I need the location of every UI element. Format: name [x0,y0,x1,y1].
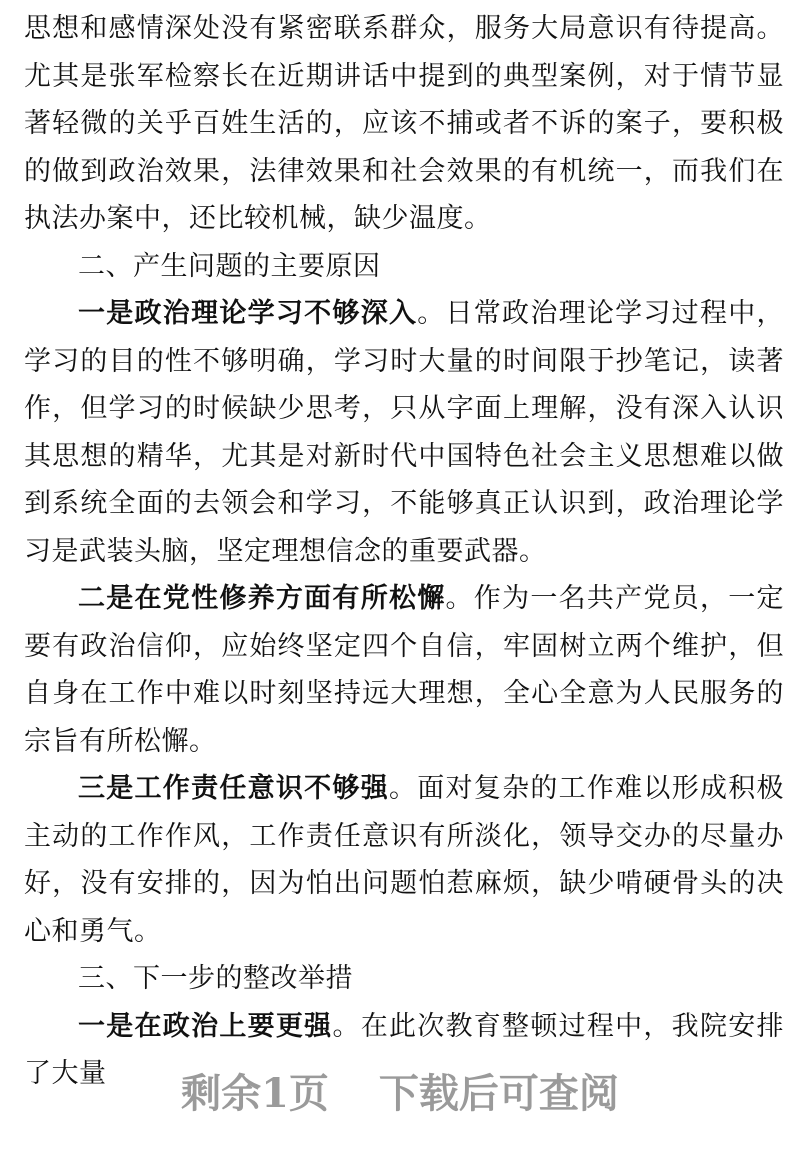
paragraph-lead: 二是在党性修养方面有所松懈 [78,583,446,614]
document-page [24,0,784,1098]
paragraph-lead: 一是政治理论学习不够深入 [78,298,418,329]
paragraph-text: 。日常政治理论学习过程中，学习的目的性不够明确，学习时大量的时间限于抄笔记，读著作，但学习的时候缺少思考，只从字面上理解，没有深入认识其思想的精华，尤其是对新时代中国特色社会主义思想难以做到系统全面的去领会和学习，不能够真正认识到，政治理论学习是武装头脑，坚定理想信念的重要武器。 [24,298,784,567]
paragraph-text: 。在此次教育整顿过程中，我院安排了大量 [24,1010,784,1089]
section-heading-measures [24,955,784,1003]
paragraph-text: 思想和感情深处没有紧密联系群众，服务大局意识有待提高。尤其是张军检察长在近期讲话中提到的典型案例，对于情节显著轻微的关乎百姓生活的，应该不捕或者不诉的案子，要积极的做到政治效果，法律效果和社会效果的有机统一，而我们在执法办案中，还比较机械，缺少温度。 [24,13,784,234]
remaining-pages-label: 剩余1页 [181,1070,329,1117]
paragraph-lead: 一是在政治上要更强 [78,1010,333,1042]
paragraph-continuation [24,5,784,243]
download-to-view-label: 下载后可查阅 [378,1070,619,1117]
heading-text: 二、产生问题的主要原因 [78,250,381,282]
paragraph-text: 。作为一名共产党员，一定要有政治信仰，应始终坚定四个自信，牢固树立两个维护，但自身在工作中难以时刻坚持远大理想，全心全意为人民服务的宗旨有所松懈。 [24,583,785,757]
paragraph-lead: 三是工作责任意识不够强 [78,773,389,804]
paragraph-cause-3 [24,765,784,955]
paragraph-cause-1 [24,290,784,575]
download-prompt-footer[interactable] [0,1062,800,1119]
heading-text: 三、下一步的整改举措 [78,963,353,994]
paragraph-cause-2 [24,575,784,765]
section-heading-causes [24,243,784,291]
paragraph-text: 。面对复杂的工作难以形成积极主动的工作作风，工作责任意识有所淡化，领导交办的尽量办好，没有安排的，因为怕出问题怕惹麻烦，缺少啃硬骨头的决心和勇气。 [24,773,785,947]
